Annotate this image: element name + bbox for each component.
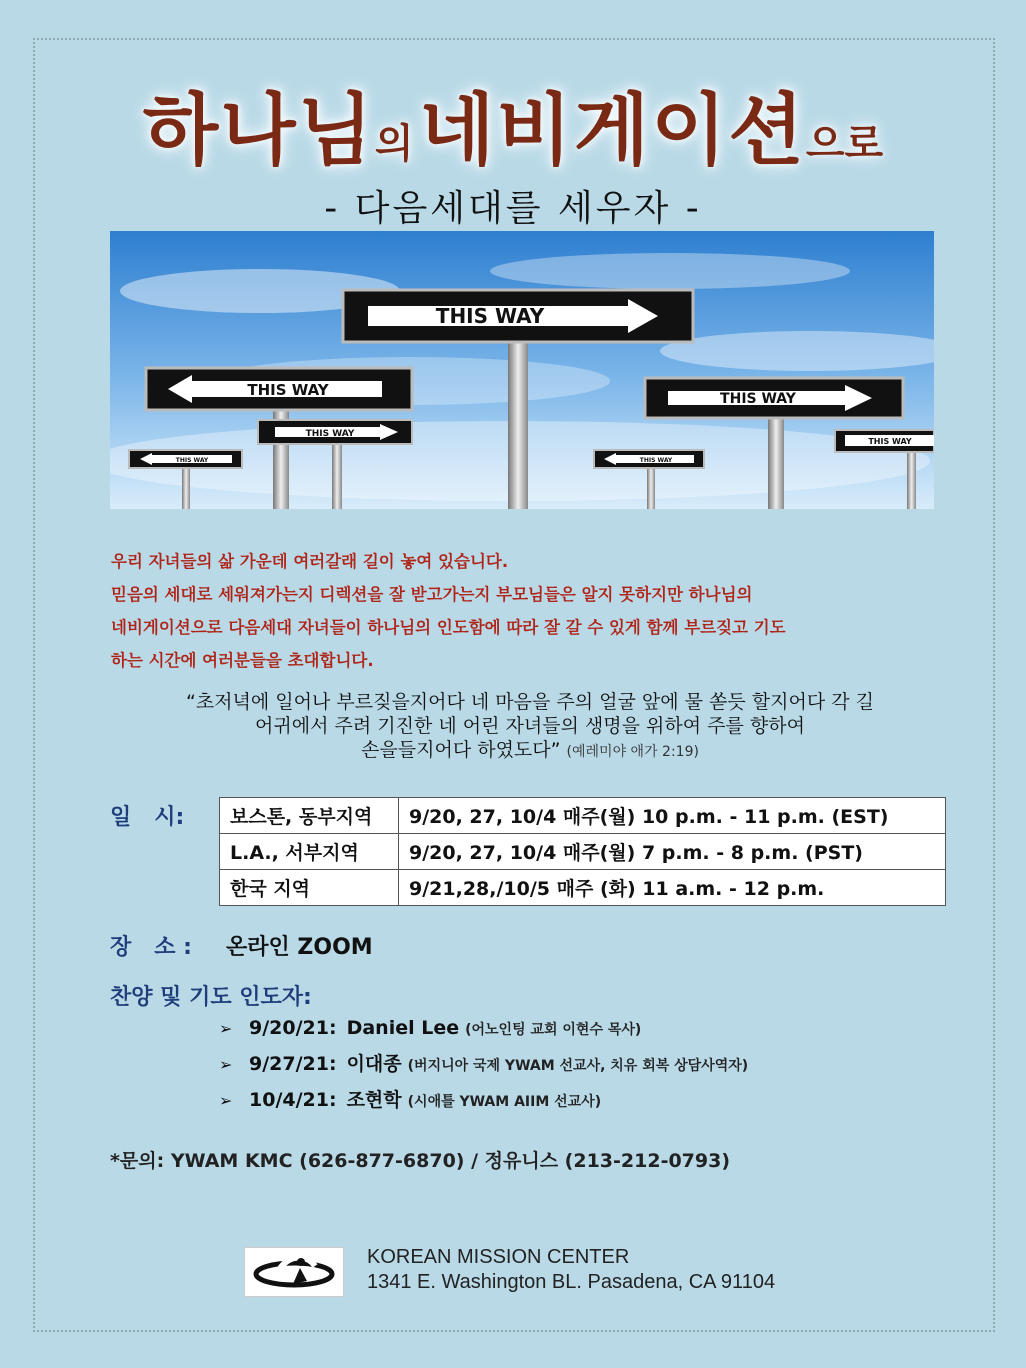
- title-part-god: 하나님: [142, 86, 375, 176]
- table-row: [220, 834, 946, 870]
- svg-text:THIS WAY: THIS WAY: [247, 381, 329, 399]
- sign-large-right: [343, 290, 693, 342]
- org-address: 1341 E. Washington BL. Pasadena, CA 91104: [367, 1271, 776, 1293]
- leaders-list: [219, 1014, 748, 1122]
- schedule-label: 일 시:: [110, 805, 185, 830]
- sign-small-right: [835, 430, 934, 452]
- title-part-navigation: 네비게이션: [419, 86, 806, 176]
- schedule-region: 한국 지역: [220, 870, 399, 906]
- leader-name: 조현학: [346, 1089, 402, 1111]
- sign-medium: [258, 420, 412, 444]
- place-value: 온라인 ZOOM: [226, 935, 373, 960]
- list-item: [219, 1050, 748, 1086]
- leader-note: (시애틀 YWAM AIIM 선교사): [407, 1094, 602, 1110]
- arrow-bullet-icon: ➢: [219, 1019, 233, 1038]
- leader-name: 이대종: [346, 1053, 402, 1075]
- leader-name: Daniel Lee: [346, 1017, 460, 1039]
- place-label: 장 소 :: [110, 935, 192, 960]
- org-name: KOREAN MISSION CENTER: [367, 1246, 630, 1268]
- bible-verse: [100, 690, 960, 764]
- intro-line: 네비게이션으로 다음세대 자녀들이 하나님의 인도함에 따라 잘 갈 수 있게 함께 부르짖고 기도: [111, 618, 786, 637]
- ywam-logo-icon: [244, 1247, 344, 1297]
- schedule-region: L.A., 서부지역: [220, 834, 399, 870]
- schedule-time: 9/21,28,/10/5 매주 (화) 11 a.m. - 12 p.m.: [399, 870, 946, 906]
- svg-text:THIS WAY: THIS WAY: [305, 429, 355, 439]
- this-way-signs-photo: [110, 231, 934, 509]
- sign-right: [645, 378, 903, 418]
- table-row: [220, 798, 946, 834]
- list-item: [219, 1014, 748, 1050]
- leader-date: 10/4/21:: [249, 1089, 337, 1111]
- svg-text:THIS WAY: THIS WAY: [868, 437, 912, 446]
- svg-text:THIS WAY: THIS WAY: [435, 304, 545, 328]
- verse-line: 어귀에서 주려 기진한 네 어린 자녀들의 생명을 위하여 주를 향하여: [255, 715, 805, 737]
- svg-text:THIS WAY: THIS WAY: [639, 457, 673, 464]
- subtitle: - 다음세대를 세우자 -: [324, 188, 702, 229]
- sign-small-left: [129, 450, 242, 468]
- schedule-time: 9/20, 27, 10/4 매주(월) 10 p.m. - 11 p.m. (EST): [399, 798, 946, 834]
- contact-info: *문의: YWAM KMC (626-877-6870) / 정유니스 (213-212-0793): [110, 1150, 731, 1172]
- verse-reference: (예레미야 애가 2:19): [566, 744, 699, 760]
- leader-note: (버지니아 국제 YWAM 선교사, 치유 회복 상담사역자): [407, 1058, 749, 1074]
- schedule-time: 9/20, 27, 10/4 매주(월) 7 p.m. - 8 p.m. (PST): [399, 834, 946, 870]
- leader-date: 9/27/21:: [249, 1053, 337, 1075]
- schedule-region: 보스톤, 동부지역: [220, 798, 399, 834]
- organization-info: [367, 1245, 775, 1295]
- title-particle-of: 의: [374, 121, 414, 167]
- leader-date: 9/20/21:: [249, 1017, 337, 1039]
- arrow-bullet-icon: ➢: [219, 1091, 233, 1110]
- leader-note: (어노인팅 교회 이현수 목사): [465, 1022, 642, 1038]
- list-item: [219, 1086, 748, 1122]
- leaders-label: 찬양 및 기도 인도자:: [110, 985, 312, 1010]
- intro-line: 우리 자녀들의 삶 가운데 여러갈래 길이 놓여 있습니다.: [111, 552, 509, 571]
- svg-text:THIS WAY: THIS WAY: [175, 457, 209, 464]
- intro-text: [111, 545, 991, 677]
- arrow-bullet-icon: ➢: [219, 1055, 233, 1074]
- sign-left: [146, 368, 412, 410]
- sign-small-mid: [594, 450, 704, 468]
- intro-line: 믿음의 세대로 세워져가는지 디렉션을 잘 받고가는지 부모님들은 알지 못하지만 하나님의: [111, 585, 753, 604]
- title-particle-with: 으로: [805, 121, 884, 167]
- intro-line: 하는 시간에 여러분들을 초대합니다.: [111, 651, 374, 670]
- svg-text:THIS WAY: THIS WAY: [720, 391, 796, 407]
- main-title: [0, 68, 1026, 180]
- verse-line: “초저녁에 일어나 부르짖을지어다 네 마음을 주의 얼굴 앞에 물 쏟듯 할지어다 각 길: [185, 691, 874, 713]
- table-row: [220, 870, 946, 906]
- schedule-table: [219, 797, 946, 906]
- verse-line: 손을들지어다 하였도다”: [361, 739, 561, 761]
